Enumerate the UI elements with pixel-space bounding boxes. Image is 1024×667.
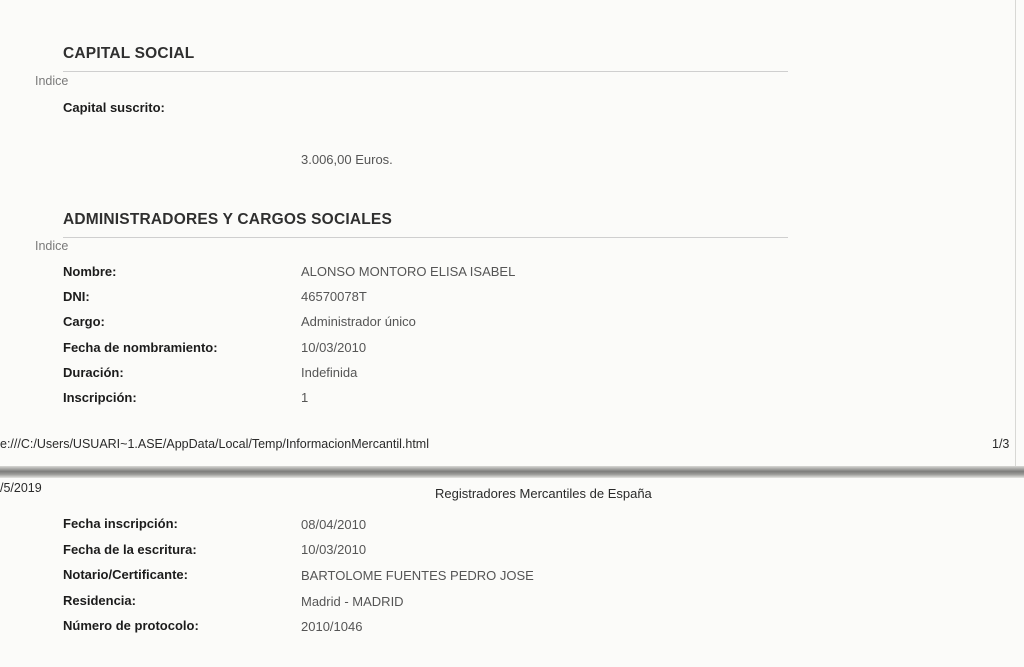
inscription-row-label: Número de protocolo: bbox=[63, 618, 199, 633]
inscription-row-value: 10/03/2010 bbox=[301, 542, 367, 557]
admin-row-value: 10/03/2010 bbox=[301, 340, 367, 355]
print-header-date: /5/2019 bbox=[0, 481, 42, 495]
admin-row-label: Fecha de nombramiento: bbox=[63, 340, 218, 355]
capital-section-title: CAPITAL SOCIAL bbox=[63, 45, 195, 62]
section-divider bbox=[63, 237, 788, 238]
admin-row-label: Duración: bbox=[63, 365, 124, 380]
admin-row-value: 1 bbox=[301, 390, 309, 405]
inscription-row-label: Notario/Certificante: bbox=[63, 567, 188, 582]
inscription-row-value: 08/04/2010 bbox=[301, 517, 367, 532]
admin-row-label: Inscripción: bbox=[63, 390, 137, 405]
capital-subscribed-value: 3.006,00 Euros. bbox=[301, 152, 393, 167]
inscription-row-value: Madrid - MADRID bbox=[301, 594, 404, 609]
admin-index-link[interactable]: Indice bbox=[35, 239, 69, 253]
print-header-title: Registradores Mercantiles de España bbox=[435, 486, 652, 501]
admin-section-title: ADMINISTRADORES Y CARGOS SOCIALES bbox=[63, 211, 392, 228]
page-number: 1/3 bbox=[992, 437, 1010, 451]
print-footer-url: e:///C:/Users/USUARI~1.ASE/AppData/Local/Temp/InformacionMercantil.html bbox=[0, 437, 429, 451]
inscription-row-label: Fecha inscripción: bbox=[63, 516, 178, 531]
inscription-row-value: 2010/1046 bbox=[301, 619, 363, 634]
admin-row-value: Indefinida bbox=[301, 365, 358, 380]
capital-index-link[interactable]: Indice bbox=[35, 74, 69, 88]
page-break bbox=[0, 466, 1024, 478]
admin-row-label: DNI: bbox=[63, 289, 90, 304]
capital-subscribed-label: Capital suscrito: bbox=[63, 100, 165, 115]
page-edge bbox=[1015, 0, 1016, 466]
admin-row-value: 46570078T bbox=[301, 289, 367, 304]
inscription-row-label: Fecha de la escritura: bbox=[63, 542, 197, 557]
admin-row-label: Cargo: bbox=[63, 314, 105, 329]
admin-row-value: ALONSO MONTORO ELISA ISABEL bbox=[301, 264, 516, 279]
inscription-row-value: BARTOLOME FUENTES PEDRO JOSE bbox=[301, 568, 534, 583]
inscription-row-label: Residencia: bbox=[63, 593, 136, 608]
admin-row-label: Nombre: bbox=[63, 264, 117, 279]
section-divider bbox=[63, 71, 788, 72]
admin-row-value: Administrador único bbox=[301, 314, 416, 329]
